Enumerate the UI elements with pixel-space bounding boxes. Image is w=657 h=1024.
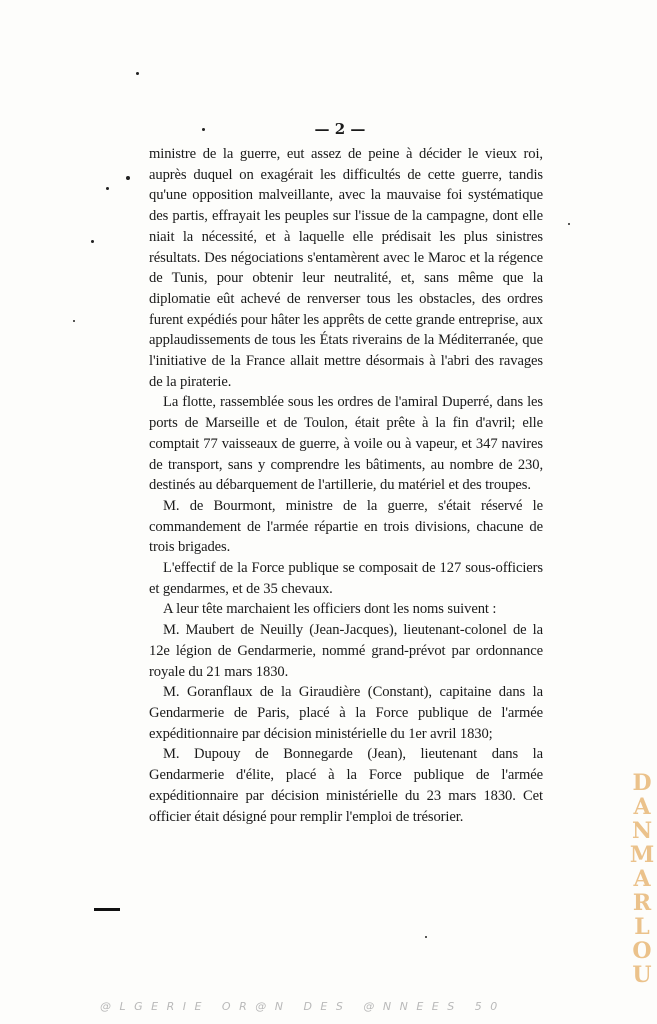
paragraph-maubert: M. Maubert de Neuilly (Jean-Jacques), lieutenant-colonel de la 12e légion de Gendarmerie, nommé grand-prévot par ordonnance royale du 21 mars 1830. [149,622,543,680]
paragraph-fleet: La flotte, rassemblée sous les ordres de l'amiral Duperré, dans les ports de Marseille et de Toulon, était prête à la fin d'avril; elle comptait 77 vaisseaux de guerre, à voile ou à vapeur, et 347 navires de transport, sans y comprendre les bâtiments, au nombre de 230, destinés au débarquement de l'artillerie, du matériel et des troupes. [149,394,543,494]
footer-watermark: @LGERIE OR@N DES @NNEES 50 [100,1000,506,1013]
scan-speck [568,223,570,225]
scan-speck [126,176,130,180]
body-text [149,144,543,827]
scan-speck [106,187,109,190]
scan-speck [425,936,427,938]
scan-speck [91,240,94,243]
paragraph-bourmont: M. de Bourmont, ministre de la guerre, s'était réservé le commandement de l'armée répartie en trois divisions, chacune de trois brigades. [149,497,543,556]
scan-speck [73,320,75,322]
paragraph-officers-intro: A leur tête marchaient les officiers dont les noms suivent : [163,601,497,618]
side-stamp: DANMARLOU [629,770,655,986]
paragraph-effectif: L'effectif de la Force publique se composait de 127 sous-officiers et gendarmes, et de 35 chevaux. [149,560,543,597]
ink-dash-mark [94,908,120,911]
paragraph-continuation: ministre de la guerre, eut assez de peine à décider le vieux roi, auprès duquel on exagérait les difficultés de cette guerre, tandis qu'une opposition malveillante, avec la mauvaise foi systématique des partis, effrayait les peuples sur l'issue de la campagne, dont elle niait la nécessité, et à laquelle elle prédisait les plus sinistres résultats. Des négociations s'entamèrent avec le Maroc et la régence de Tunis, pour obtenir leur neutralité, et, sans même que la diplomatie eût achevé de renverser tous les obstacles, des ordres furent expédiés pour hâter les apprêts de cette grande entreprise, aux applaudissements de tous les États riverains de la Méditerranée, que l'initiative de la France allait mettre désormais à l'abri des ravages de la piraterie. [149,146,543,390]
scan-speck [202,128,205,131]
paragraph-goranflaux: M. Goranflaux de la Giraudière (Constant), capitaine dans la Gendarmerie de Paris, placé à la Force publique de l'armée expéditionnaire par décision ministérielle du 1er avril 1830; [149,684,543,742]
paragraph-dupouy: M. Dupouy de Bonnegarde (Jean), lieutenant dans la Gendarmerie d'élite, placé à la Force publique de l'armée expéditionnaire par décision ministérielle du 23 mars 1830. Cet officier était désigné pour remplir l'emploi de trésorier. [149,746,543,825]
scan-speck [136,72,139,75]
page-number: — 2 — [314,120,366,138]
